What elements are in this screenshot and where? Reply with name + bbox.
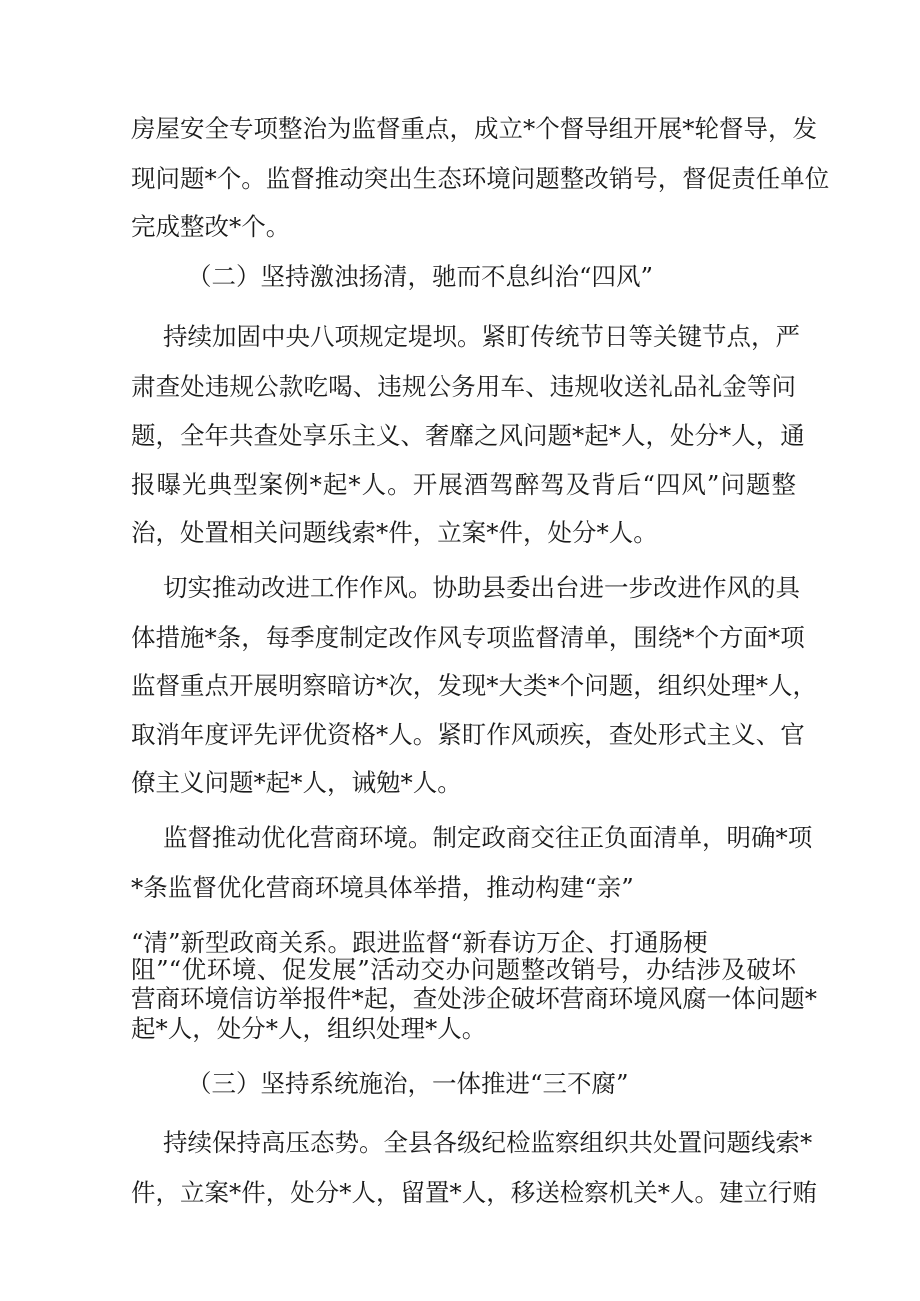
text-line: 件，立案*件，处分*人，留置*人，移送检察机关*人。建立行贿 [131,1178,817,1207]
text-line: 监督重点开展明察暗访*次，发现*大类*个问题，组织处理*人， [131,671,817,700]
text-line: *条监督优化营商环境具体举措，推动构建“亲” [131,873,634,902]
text-line: 体措施*条，每季度制定改作风专项监督清单，围绕*个方面*项 [131,623,805,652]
text-line: 阻”“优环境、促发展”活动交办问题整改销号，办结涉及破坏 [131,955,796,984]
text-line: 房屋安全专项整治为监督重点，成立*个督导组开展*轮督导，发 [131,114,817,143]
text-line: 持续保持高压态势。全县各级纪检监察组织共处置问题线索* [163,1128,813,1157]
text-line: 营商环境信访举报件*起，查处涉企破坏营商环境风腐一体问题* [131,984,817,1013]
text-line: 僚主义问题*起*人，诫勉*人。 [131,768,462,797]
text-line: 报曝光典型案例*起*人。开展酒驾醉驾及背后“四风”问题整 [131,470,796,499]
text-line: 完成整改*个。 [131,212,291,241]
text-line: 取消年度评先评优资格*人。紧盯作风顽疾，查处形式主义、官 [131,720,805,749]
text-line: 治，处置相关问题线索*件，立案*件，处分*人。 [131,518,658,547]
text-line: 持续加固中央八项规定堤坝。紧盯传统节日等关键节点，严 [163,322,800,351]
section-heading: （三）坚持系统施治，一体推进“三不腐” [187,1069,629,1098]
text-line: 监督推动优化营商环境。制定政商交往正负面清单，明确*项 [163,823,813,852]
text-line: 现问题*个。监督推动突出生态环境问题整改销号，督促责任单位 [131,164,830,193]
text-line: 肃查处违规公款吃喝、违规公务用车、违规收送礼品礼金等问 [131,372,796,401]
section-heading: （二）坚持激浊扬清，驰而不息纠治“四风” [187,262,654,291]
text-line: 起*人，处分*人，组织处理*人。 [131,1014,487,1043]
text-line: 题，全年共查处享乐主义、奢靡之风问题*起*人，处分*人，通 [131,421,805,450]
text-line: 切实推动改进工作作风。协助县委出台进一步改进作风的具 [163,573,800,602]
text-line: “清”新型政商关系。跟进监督“新春访万企、打通肠梗 [131,928,708,957]
